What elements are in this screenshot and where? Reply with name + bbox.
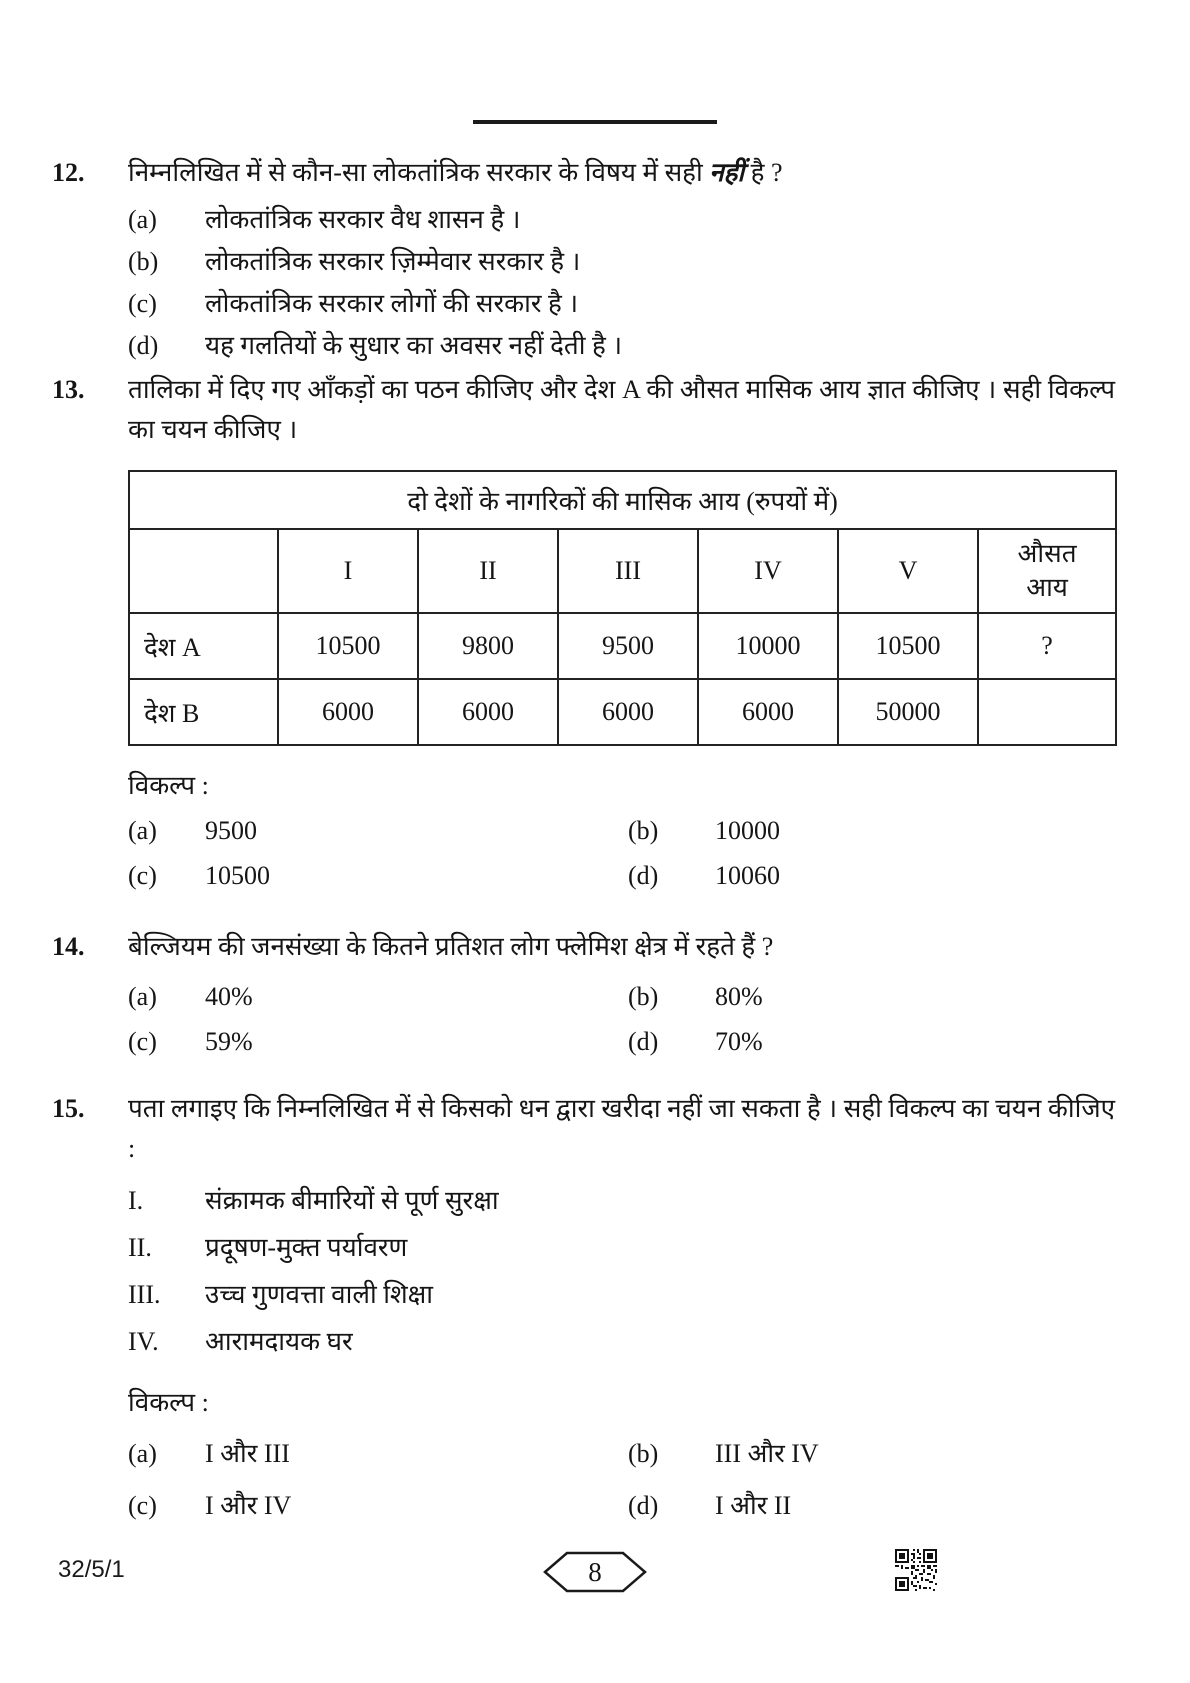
option-label: (b) [628, 816, 659, 845]
list-item-label: I. [128, 1186, 144, 1215]
option-text: 70% [715, 1027, 763, 1056]
question-text: पता लगाइए कि निम्नलिखित में से किसको धन द्वारा खरीदा नहीं जा सकता है । सही विकल्प का चयन कीजिए : [128, 1094, 1115, 1163]
list-item-text: उच्च गुणवत्ता वाली शिक्षा [205, 1280, 433, 1309]
question-15 [52, 1089, 1115, 1521]
option-label: (b) [128, 247, 159, 276]
option-label: (b) [628, 982, 659, 1011]
paper-code: 32/5/1 [58, 1556, 125, 1583]
option-label: (d) [628, 1491, 659, 1520]
table-cell: 50000 [838, 679, 978, 745]
table-header-cell: I [278, 529, 418, 613]
income-table [128, 470, 1117, 746]
option-label: (a) [128, 982, 157, 1011]
qr-code [895, 1549, 937, 1591]
question-text-before: निम्नलिखित में से कौन-सा लोकतांत्रिक सरकार के विषय में सही [128, 158, 703, 187]
option-row [128, 1490, 1115, 1521]
table-header-cell: V [838, 529, 978, 613]
option-row [128, 860, 1115, 891]
list-item-label: IV. [128, 1327, 159, 1356]
table-cell: देश A [129, 613, 278, 679]
table-cell: 10000 [698, 613, 838, 679]
option-label: (c) [128, 861, 157, 890]
option-label: (c) [128, 289, 157, 318]
table-title: दो देशों के नागरिकों की मासिक आय (रुपयों में) [129, 471, 1116, 529]
option-label: (c) [128, 1491, 157, 1520]
option-row [128, 981, 1115, 1012]
table-cell: ? [978, 613, 1116, 679]
question-number: 12. [52, 158, 85, 187]
option-label: (d) [628, 1027, 659, 1056]
option-row [128, 246, 1115, 277]
list-item [128, 1185, 1115, 1216]
table-header-cell: II [418, 529, 558, 613]
table-cell: 9800 [418, 613, 558, 679]
table-cell: 6000 [278, 679, 418, 745]
option-text: I और II [715, 1491, 792, 1520]
option-label: (c) [128, 1027, 157, 1056]
option-text: 10060 [715, 861, 780, 890]
table-cell: 10500 [838, 613, 978, 679]
option-text: 59% [205, 1027, 253, 1056]
option-label: (a) [128, 205, 157, 234]
table-cell: 9500 [558, 613, 698, 679]
question-text: तालिका में दिए गए आँकड़ों का पठन कीजिए और देश A की औसत मासिक आय ज्ञात कीजिए । सही विकल्प का चयन कीजिए । [128, 375, 1115, 444]
option-label: (a) [128, 816, 157, 845]
table-row-country-a [129, 613, 1116, 679]
table-cell: 6000 [558, 679, 698, 745]
option-row [128, 1438, 1115, 1469]
option-text: 10500 [205, 861, 270, 890]
option-label: (d) [628, 861, 659, 890]
option-text: लोकतांत्रिक सरकार लोगों की सरकार है । [205, 289, 579, 318]
option-row [128, 815, 1115, 846]
list-item [128, 1326, 1115, 1357]
option-row [128, 288, 1115, 319]
table-header-cell: IV [698, 529, 838, 613]
option-text: I और III [205, 1439, 290, 1468]
top-divider-rule [473, 120, 717, 124]
question-number: 15. [52, 1094, 85, 1123]
option-text: I और IV [205, 1491, 292, 1520]
table-cell: 6000 [418, 679, 558, 745]
option-label: (b) [628, 1439, 659, 1468]
option-text: III और IV [715, 1439, 819, 1468]
question-text [128, 153, 1115, 193]
list-item-label: III. [128, 1280, 161, 1309]
table-header-cell: III [558, 529, 698, 613]
table-header-cell [129, 529, 278, 613]
option-text: 80% [715, 982, 763, 1011]
table-cell: 6000 [698, 679, 838, 745]
question-number: 14. [52, 932, 85, 961]
option-row [128, 204, 1115, 235]
table-row-country-b [129, 679, 1116, 745]
option-text: लोकतांत्रिक सरकार ज़िम्मेवार सरकार है । [205, 247, 581, 276]
avg-income-header: औसत आय [1017, 539, 1077, 602]
question-14 [52, 927, 1115, 1057]
question-text-emphasis: नहीं [709, 158, 745, 187]
list-item [128, 1232, 1115, 1263]
option-label: (a) [128, 1439, 157, 1468]
option-row [128, 330, 1115, 361]
option-row [128, 1026, 1115, 1057]
list-item-text: आरामदायक घर [205, 1327, 353, 1356]
question-13 [52, 370, 1115, 891]
options-heading: विकल्प : [128, 771, 209, 800]
option-text: लोकतांत्रिक सरकार वैध शासन है । [205, 205, 521, 234]
question-text-after: है ? [750, 158, 783, 187]
list-item-label: II. [128, 1233, 152, 1262]
table-cell [978, 679, 1116, 745]
list-item-text: संक्रामक बीमारियों से पूर्ण सुरक्षा [205, 1186, 499, 1215]
list-item [128, 1279, 1115, 1310]
page-content [52, 153, 1115, 1521]
page-number: 8 [588, 1557, 602, 1587]
table-header-cell [978, 529, 1116, 613]
option-text: यह गलतियों के सुधार का अवसर नहीं देती है । [205, 331, 623, 360]
option-text: 9500 [205, 816, 257, 845]
option-text: 10000 [715, 816, 780, 845]
option-text: 40% [205, 982, 253, 1011]
table-cell: 10500 [278, 613, 418, 679]
table-cell: देश B [129, 679, 278, 745]
question-text: बेल्जियम की जनसंख्या के कितने प्रतिशत लोग फ्लेमिश क्षेत्र में रहते हैं ? [128, 932, 774, 961]
question-number: 13. [52, 375, 85, 404]
options-heading: विकल्प : [128, 1388, 209, 1417]
option-label: (d) [128, 331, 159, 360]
list-item-text: प्रदूषण-मुक्त पर्यावरण [205, 1233, 408, 1262]
page-number-hexagon [543, 1550, 647, 1594]
question-12 [52, 153, 1115, 361]
